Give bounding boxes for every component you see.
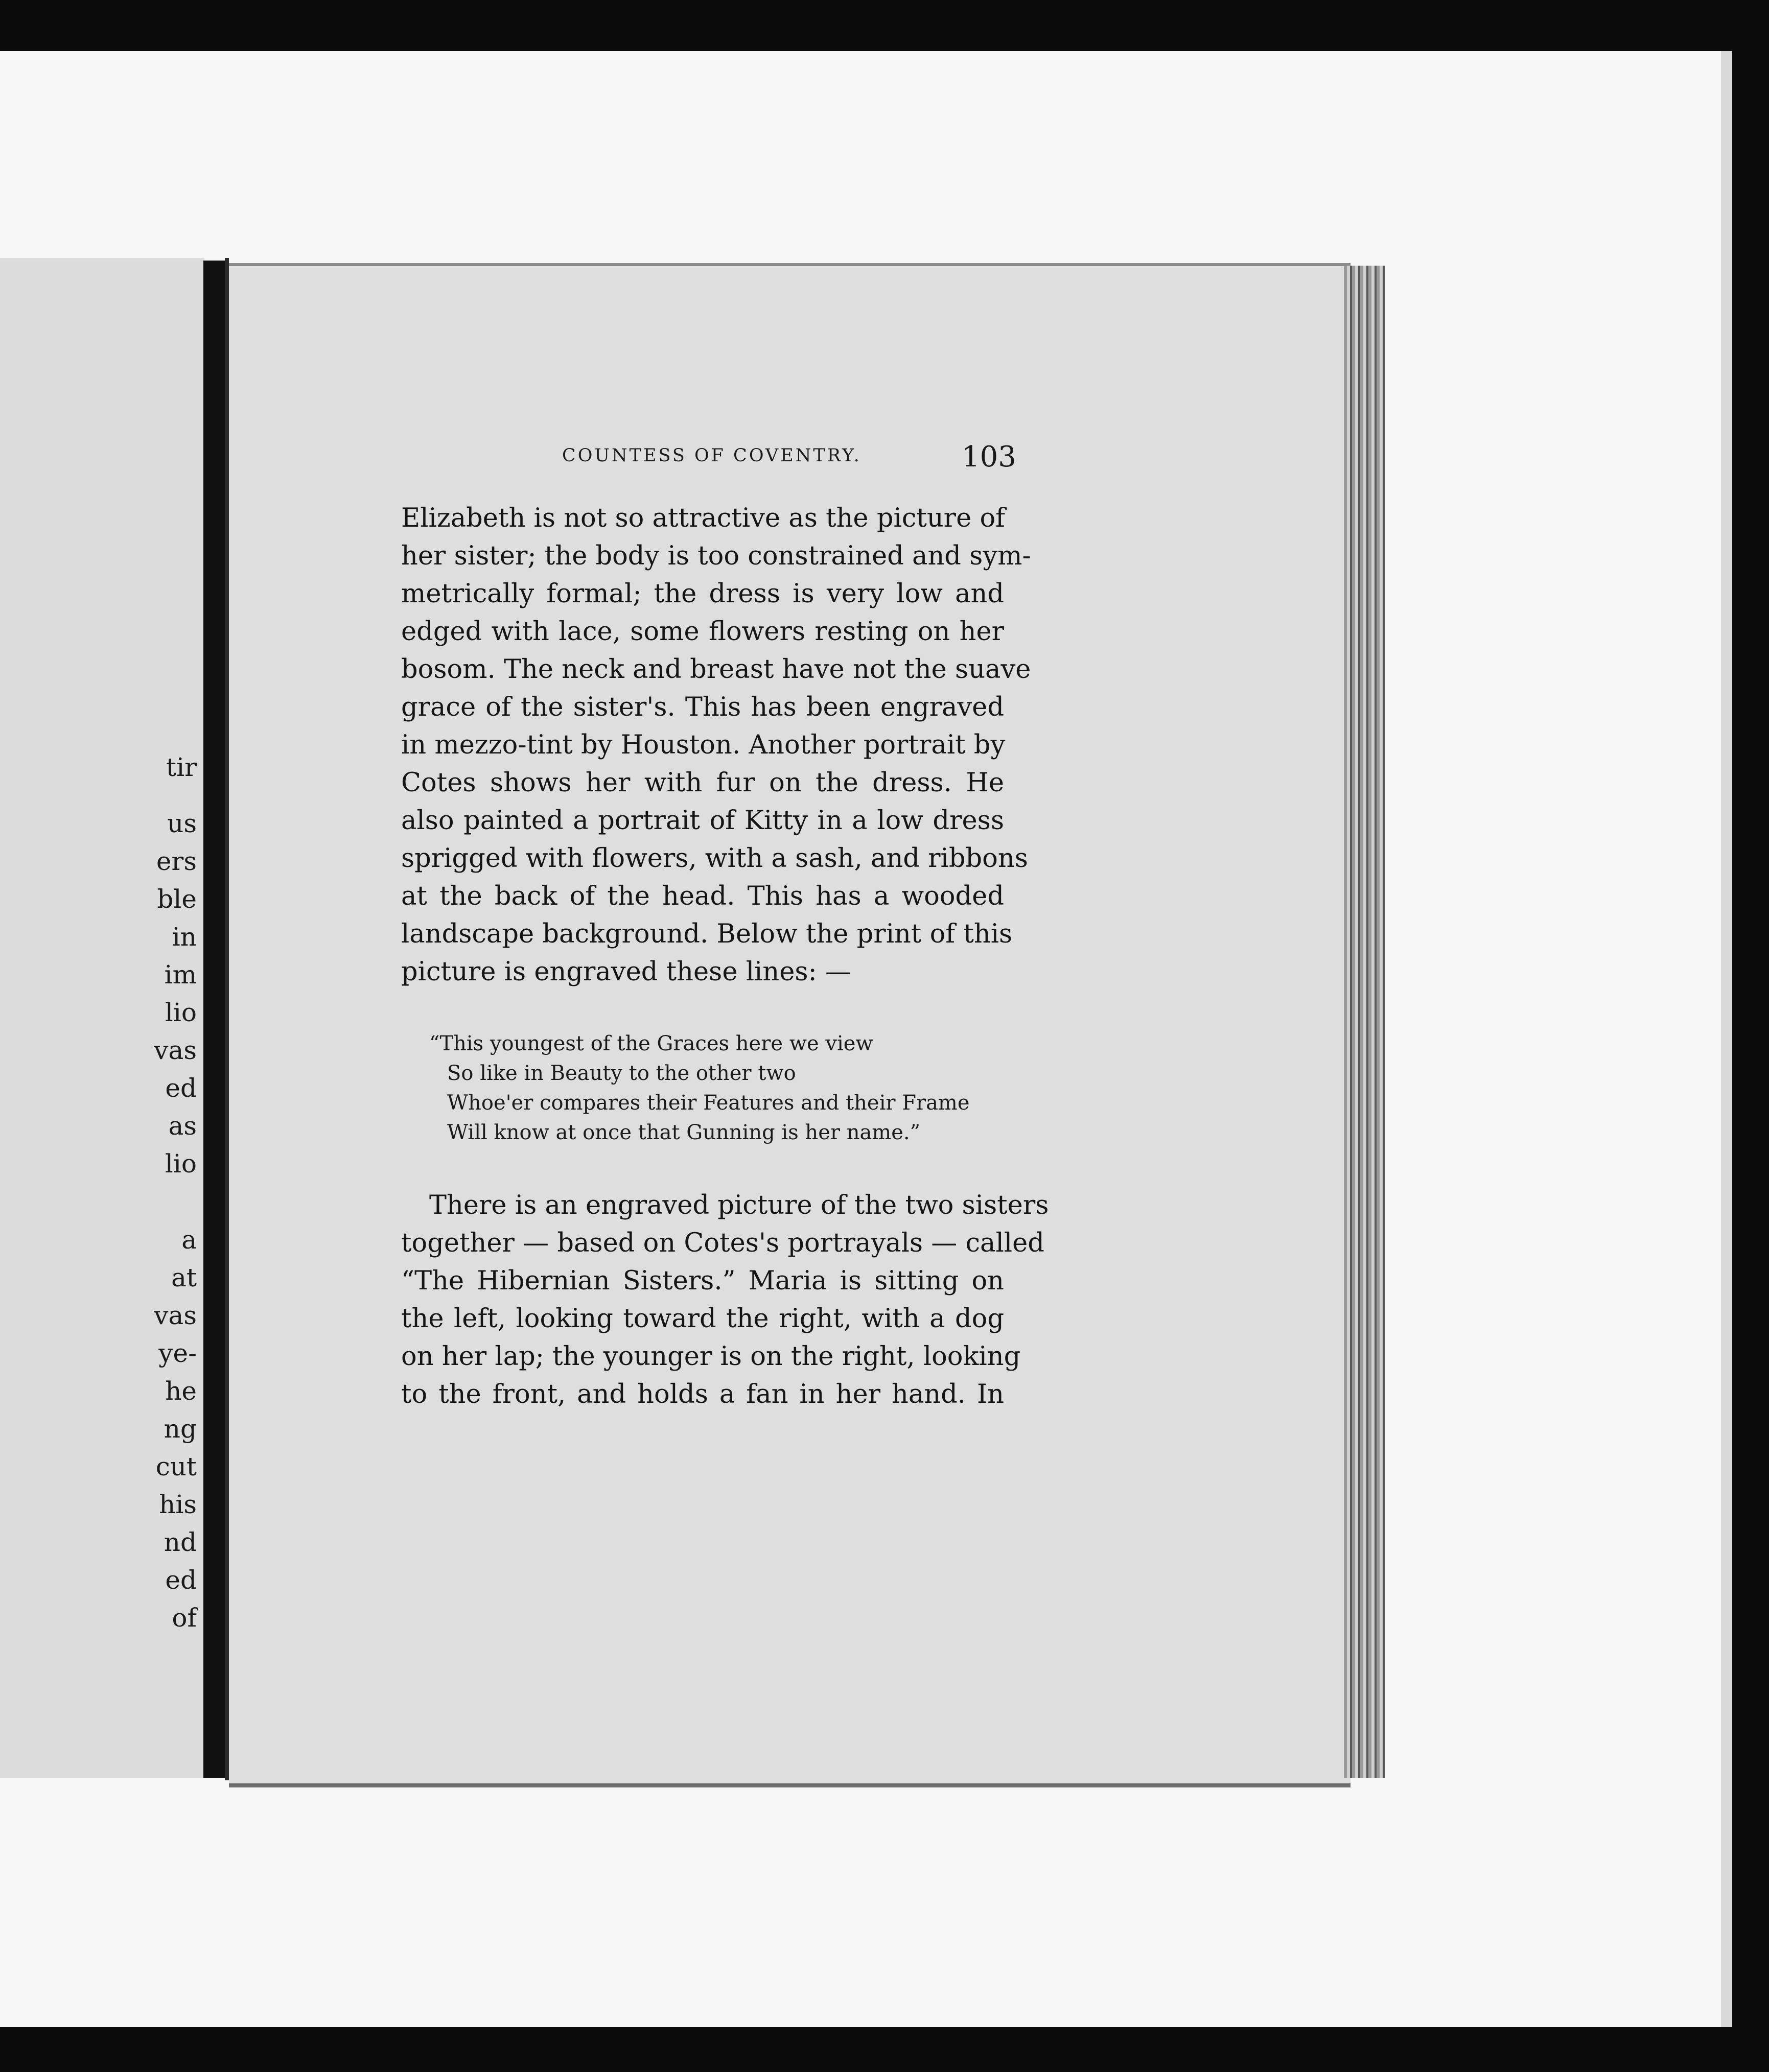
left-line: ble bbox=[157, 884, 197, 914]
text-line: metrically formal; the dress is very low and bbox=[401, 579, 1004, 609]
spine-edge bbox=[225, 258, 229, 1780]
text-line: together — based on Cotes's portrayals — called bbox=[401, 1228, 1044, 1258]
page-edges bbox=[1344, 266, 1385, 1778]
left-line: his bbox=[159, 1490, 197, 1519]
left-line: lio bbox=[165, 998, 197, 1027]
text-line: edged with lace, some flowers resting on her bbox=[401, 617, 1004, 647]
text-line: in mezzo-tint by Houston. Another portrait by bbox=[401, 730, 1006, 760]
text-line: There is an engraved picture of the two sisters bbox=[429, 1190, 1049, 1220]
left-line: ng bbox=[164, 1414, 197, 1444]
left-line: vas bbox=[154, 1035, 197, 1065]
text-line: the left, looking toward the right, with a dog bbox=[401, 1304, 1004, 1334]
text-line: on her lap; the younger is on the right, looking bbox=[401, 1341, 1021, 1372]
left-line: as bbox=[168, 1111, 197, 1141]
running-head: COUNTESS OF COVENTRY. bbox=[562, 445, 862, 466]
left-line: a bbox=[181, 1225, 197, 1255]
verse-line: “This youngest of the Graces here we view bbox=[429, 1032, 873, 1055]
left-line: of bbox=[172, 1603, 197, 1633]
text-line: sprigged with flowers, with a sash, and ribbons bbox=[401, 843, 1028, 874]
text-line: picture is engraved these lines: — bbox=[401, 957, 851, 987]
text-line: also painted a portrait of Kitty in a low dress bbox=[401, 806, 1004, 836]
left-line: ers bbox=[156, 846, 197, 876]
text-line: “The Hibernian Sisters.” Maria is sitting on bbox=[401, 1266, 1004, 1296]
left-line: at bbox=[171, 1263, 197, 1292]
right-page-text bbox=[401, 0, 1049, 2072]
page-number: 103 bbox=[962, 440, 1016, 474]
text-line: grace of the sister's. This has been engraved bbox=[401, 692, 1004, 722]
left-line: lio bbox=[165, 1149, 197, 1179]
left-line: ed bbox=[165, 1073, 197, 1103]
text-line: to the front, and holds a fan in her hand. In bbox=[401, 1379, 1004, 1409]
left-line: vas bbox=[154, 1301, 197, 1330]
left-line: in bbox=[172, 922, 197, 952]
text-line: Cotes shows her with fur on the dress. He bbox=[401, 768, 1004, 798]
left-line: ed bbox=[165, 1565, 197, 1595]
left-line: im bbox=[164, 960, 197, 990]
left-line: cut bbox=[155, 1452, 197, 1481]
text-line: landscape background. Below the print of this bbox=[401, 919, 1013, 949]
text-line: at the back of the head. This has a wooded bbox=[401, 881, 1004, 911]
left-page bbox=[0, 258, 204, 1778]
text-line: bosom. The neck and breast have not the suave bbox=[401, 654, 1031, 685]
left-line: he bbox=[165, 1376, 197, 1406]
verse-line: So like in Beauty to the other two bbox=[447, 1062, 796, 1085]
left-line: nd bbox=[164, 1527, 197, 1557]
verse-line: Will know at once that Gunning is her name.” bbox=[447, 1121, 921, 1144]
book-gutter bbox=[203, 261, 225, 1778]
left-line: us bbox=[167, 809, 197, 838]
text-line: Elizabeth is not so attractive as the picture of bbox=[401, 503, 1006, 533]
verse-line: Whoe'er compares their Features and their Frame bbox=[447, 1091, 970, 1115]
film-border-right bbox=[1732, 0, 1769, 2072]
text-line: her sister; the body is too constrained and sym- bbox=[401, 541, 1031, 571]
left-line: tir bbox=[166, 752, 197, 782]
film-border-right-inner bbox=[1721, 51, 1732, 2027]
left-line: ye- bbox=[158, 1338, 197, 1368]
